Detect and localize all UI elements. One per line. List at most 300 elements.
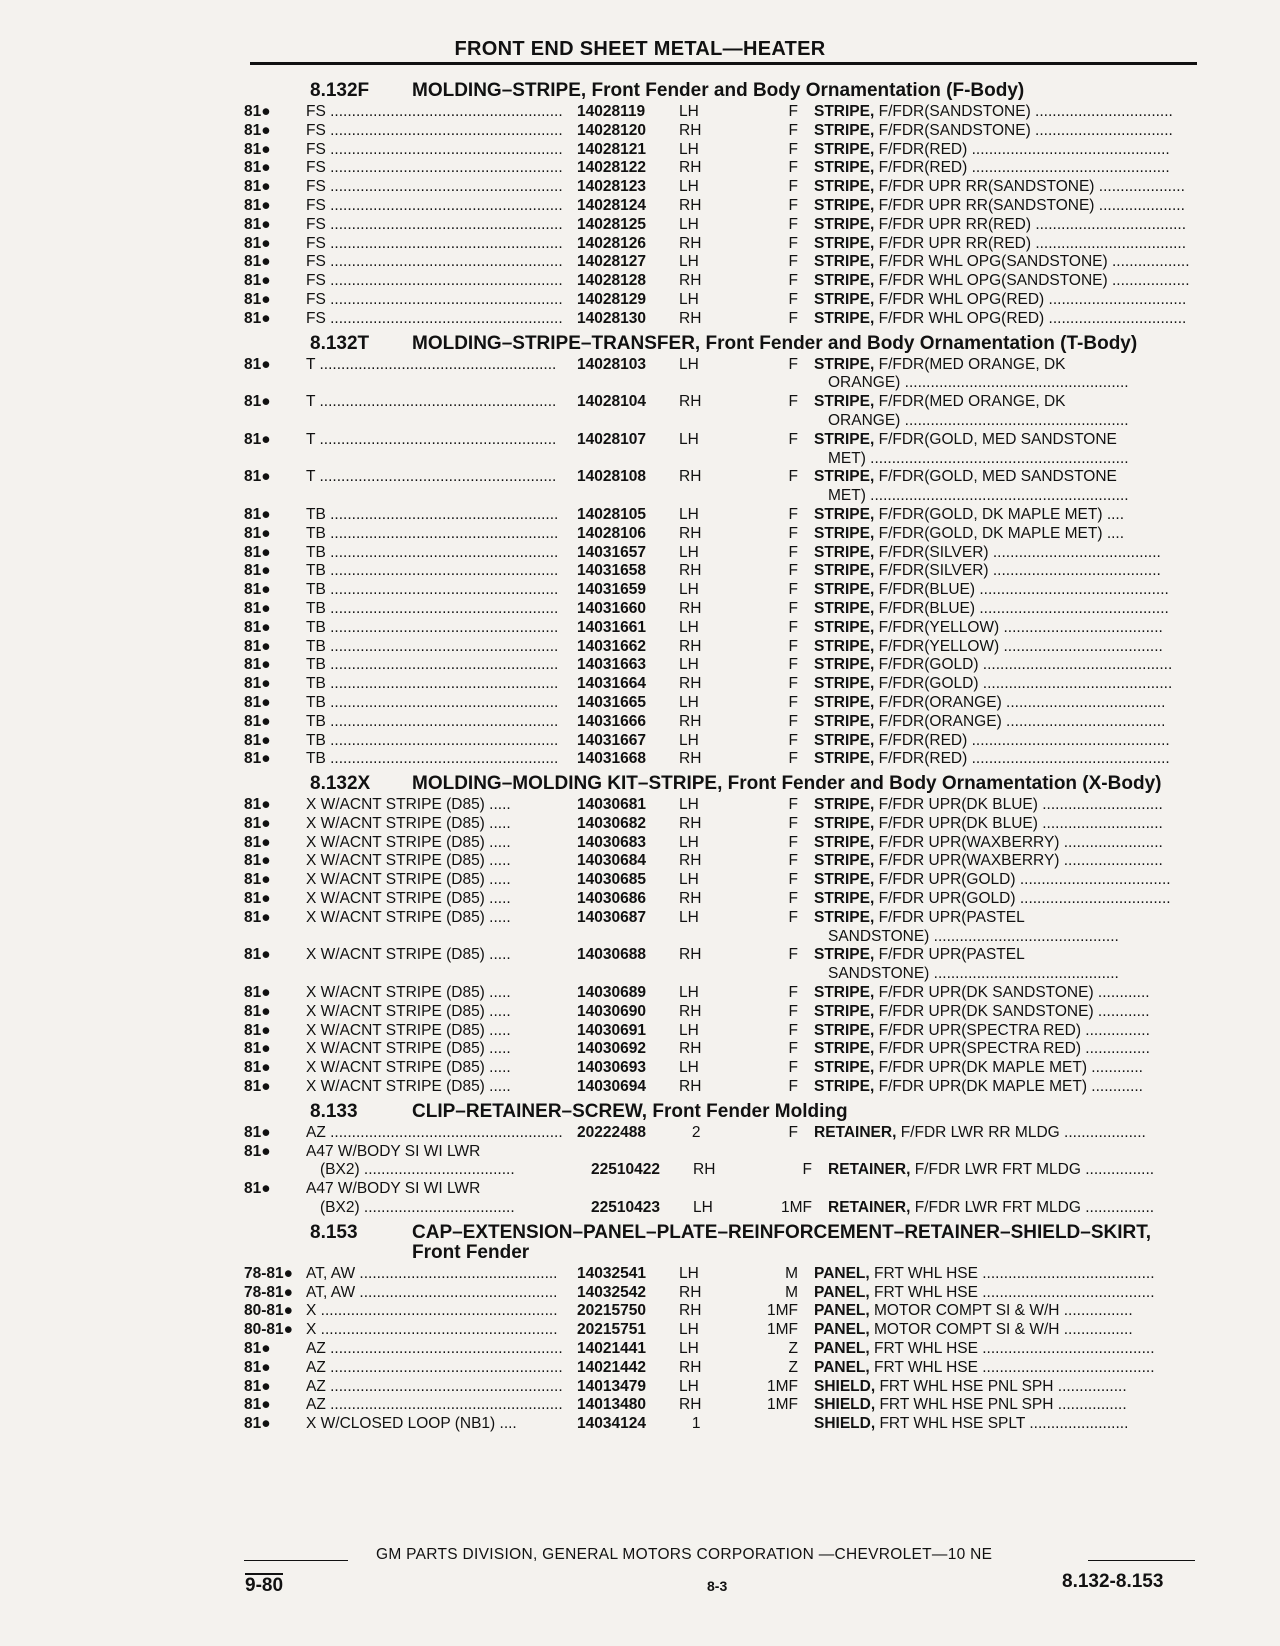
part-noun: STRIPE, [814,178,875,196]
part-noun: STRIPE, [814,890,875,908]
usage-description-cont: (BX2) ................................... [320,1199,515,1217]
page-title: FRONT END SHEET METAL—HEATER [454,38,826,60]
usage-description: FS ...................................................... [306,234,563,252]
part-name [814,1415,1197,1434]
usage-description: X ....................................................... [306,1321,558,1339]
part-row [244,356,1197,375]
part-noun: STRIPE, [814,637,875,655]
model-year: 81● [244,890,271,908]
usage-description: AZ ...................................................... [306,1123,563,1141]
side-or-qty: LH [679,355,699,373]
part-detail: MOTOR COMPT SI & W/H ................ [874,1321,1133,1339]
part-row [244,197,1197,216]
part-row [244,525,1197,544]
usage-description: X W/ACNT STRIPE (D85) ..... [306,1078,511,1096]
part-detail: F/FDR(YELLOW) ..................................... [878,637,1163,655]
part-detail: F/FDR UPR RR(SANDSTONE) .................... [878,196,1185,214]
side-or-qty: LH [679,215,699,233]
usage-description: T ....................................................... [306,430,557,448]
part-name [814,1059,1197,1078]
usage-description: FS ...................................................... [306,159,563,177]
usage-description: FS ...................................................... [306,121,563,139]
part-number: 14030691 [577,1021,646,1039]
usage-description: TB ..................................................... [306,562,559,580]
part-number-spacer [577,1180,679,1199]
part-noun: STRIPE, [814,796,875,814]
model-year: 81● [244,796,271,814]
side-or-qty: LH [679,505,699,523]
code-spacer [756,487,814,506]
side-spacer [679,928,756,947]
usage-description: X W/ACNT STRIPE (D85) ..... [306,833,511,851]
side-or-qty: LH [679,984,699,1002]
year-spacer [244,928,306,947]
model-year: 81● [244,524,271,542]
catalog-code: F [788,581,798,599]
model-year: 81● [244,1040,271,1058]
part-detail: F/FDR WHL OPG(SANDSTONE) .................. [878,253,1190,271]
part-noun: SHIELD, [814,1396,876,1414]
part-number: 14028127 [577,253,646,271]
usage-description: AZ ...................................................... [306,1377,563,1395]
model-year: 81● [244,562,271,580]
year-spacer [244,1161,306,1180]
catalog-code [756,1415,814,1434]
year-spacer [244,450,306,469]
part-row [244,1003,1197,1022]
model-year: 81● [244,178,271,196]
part-detail-cont: SANDSTONE) ........................................... [828,927,1119,945]
part-noun: STRIPE, [814,693,875,711]
part-name [814,713,1197,732]
part-name [814,1340,1197,1359]
part-row [244,984,1197,1003]
side-or-qty: RH [679,234,702,252]
model-year: 81● [244,693,271,711]
section-title: MOLDING–MOLDING KIT–STRIPE, Front Fender and Body Ornamentation (X-Body) [412,773,1162,795]
code-spacer [756,1143,814,1162]
side-or-qty: LH [679,1321,699,1339]
part-name [814,619,1197,638]
side-or-qty: RH [679,1040,702,1058]
usage-description: A47 W/BODY SI WI LWR [306,1180,481,1198]
catalog-code: F [788,946,798,964]
side-or-qty: RH [679,890,702,908]
part-noun: STRIPE, [814,468,875,486]
model-year: 81● [244,290,271,308]
section-title: CLIP–RETAINER–SCREW, Front Fender Molding [412,1100,848,1122]
catalog-code: F [788,890,798,908]
part-number: 14013480 [577,1396,646,1414]
code-spacer [756,1180,814,1199]
part-name [814,1040,1197,1059]
part-row [244,468,1197,487]
section-heading [244,1102,1197,1122]
part-number-spacer [577,965,679,984]
part-detail: F/FDR UPR(PASTEL [878,908,1025,926]
usage-description: AZ ...................................................... [306,1358,563,1376]
part-noun: STRIPE, [814,103,875,120]
side-spacer [679,1180,756,1199]
part-detail: F/FDR UPR(WAXBERRY) ....................... [878,833,1163,851]
footer-rule-left [244,1560,348,1561]
side-or-qty: RH [679,1002,702,1020]
part-number-spacer [577,450,679,469]
footer-rule-right [1088,1560,1195,1561]
model-year: 81● [244,599,271,617]
part-number: 14028121 [577,140,646,158]
part-row [244,216,1197,235]
part-name [814,253,1197,272]
usage-description: T ....................................................... [306,355,557,373]
part-noun: STRIPE, [814,581,875,599]
usage-description: TB ..................................................... [306,505,559,523]
part-detail: F/FDR(GOLD, MED SANDSTONE [878,468,1117,486]
side-or-qty: RH [679,393,702,411]
part-detail: F/FDR UPR(DK MAPLE MET) ............ [878,1078,1143,1096]
part-row [244,393,1197,412]
catalog-code: 1MF [767,1321,798,1339]
part-number: 14030688 [577,946,646,964]
part-detail: FRT WHL HSE ........................................ [874,1264,1155,1282]
section-title: CAP–EXTENSION–PANEL–PLATE–REINFORCEMENT–RETAINER–SHIELD–SKIRT, Front Fender [412,1221,1152,1263]
part-noun: STRIPE, [814,1021,875,1039]
desc-spacer [306,412,577,431]
part-number: 14028106 [577,524,646,542]
part-detail: F/FDR(SILVER) ....................................... [878,543,1161,561]
part-number: 20222488 [577,1123,646,1141]
model-year: 81● [244,1180,271,1198]
part-row [244,1265,1197,1284]
model-year: 81● [244,908,271,926]
part-row-continuation [244,412,1197,431]
part-name [814,506,1197,525]
part-detail: FRT WHL HSE ........................................ [874,1358,1155,1376]
part-number-spacer [577,412,679,431]
part-row [244,675,1197,694]
model-year: 81● [244,618,271,636]
catalog-code: F [788,908,798,926]
part-detail: F/FDR UPR(DK SANDSTONE) ............ [878,1002,1150,1020]
part-noun: STRIPE, [814,393,875,411]
part-number: 14021441 [577,1340,646,1358]
part-noun: STRIPE, [814,1078,875,1096]
usage-description: FS ...................................................... [306,196,563,214]
part-row [244,1143,1197,1162]
catalog-code: F [788,1123,798,1141]
part-noun: STRIPE, [814,1059,875,1077]
usage-description: TB ..................................................... [306,656,559,674]
side-or-qty: RH [693,1161,716,1179]
part-number: 14030686 [577,890,646,908]
part-number: 14031661 [577,618,646,636]
part-number: 14032541 [577,1264,646,1282]
catalog-code: F [788,393,798,411]
catalog-code: F [788,599,798,617]
part-number: 22510422 [591,1161,660,1179]
year-spacer [244,965,306,984]
code-spacer [756,412,814,431]
usage-description: X W/ACNT STRIPE (D85) ..... [306,984,511,1002]
part-row [244,178,1197,197]
side-or-qty: RH [679,159,702,177]
part-noun: STRIPE, [814,253,875,271]
model-year: 81● [244,196,271,214]
model-year: 81● [244,1142,271,1160]
section-heading [244,1223,1197,1263]
part-name [814,1359,1197,1378]
part-name [814,356,1197,375]
side-or-qty: LH [679,430,699,448]
part-name [814,178,1197,197]
part-detail: FRT WHL HSE PNL SPH ................ [879,1377,1127,1395]
usage-description: X W/ACNT STRIPE (D85) ..... [306,1021,511,1039]
part-number: 14028124 [577,196,646,214]
side-or-qty: RH [679,272,702,290]
name-spacer [814,1180,1197,1199]
part-row [244,1396,1197,1415]
part-number: 14030684 [577,852,646,870]
catalog-code: 1MF [767,1377,798,1395]
side-or-qty: LH [679,693,699,711]
part-name [814,815,1197,834]
section-number: 8.132F [310,80,370,101]
model-year: 78-81● [244,1283,294,1301]
part-detail: F/FDR WHL OPG(RED) ................................ [878,309,1187,327]
usage-description: AZ ...................................................... [306,1340,563,1358]
part-noun: STRIPE, [814,272,875,290]
part-detail: F/FDR LWR FRT MLDG ................ [914,1199,1155,1217]
usage-description: FS ...................................................... [306,309,563,327]
catalog-code: F [788,430,798,448]
part-detail: F/FDR UPR(PASTEL [878,946,1025,964]
part-row-continuation [244,1161,1197,1180]
model-year: 81● [244,946,271,964]
part-row [244,1040,1197,1059]
part-number: 14028107 [577,430,646,448]
part-noun: STRIPE, [814,833,875,851]
model-year: 81● [244,852,271,870]
part-row [244,1078,1197,1097]
year-spacer [244,374,306,393]
part-row [244,544,1197,563]
part-noun: STRIPE, [814,1040,875,1058]
catalog-code: F [788,984,798,1002]
part-name [814,909,1197,928]
part-name [814,581,1197,600]
part-name [814,159,1197,178]
part-number: 14028103 [577,355,646,373]
catalog-code: F [788,159,798,177]
part-noun: STRIPE, [814,871,875,889]
part-row [244,1302,1197,1321]
side-or-qty: RH [679,196,702,214]
part-noun: SHIELD, [814,1415,876,1433]
side-or-qty: RH [679,946,702,964]
part-number: 14031659 [577,581,646,599]
part-name [814,871,1197,890]
catalog-code: F [788,618,798,636]
part-name [814,393,1197,412]
catalog-code: F [788,234,798,252]
part-row [244,1340,1197,1359]
side-or-qty: LH [679,140,699,158]
side-spacer [679,450,756,469]
part-row [244,431,1197,450]
catalog-code: F [788,121,798,139]
part-detail: F/FDR(SANDSTONE) ................................ [878,103,1173,120]
part-noun: STRIPE, [814,908,875,926]
part-number: 14030685 [577,871,646,889]
catalog-code: Z [788,1340,798,1358]
side-or-qty: LH [679,1377,699,1395]
part-row-continuation [244,374,1197,393]
side-or-qty: LH [679,581,699,599]
catalog-code: F [788,355,798,373]
side-or-qty: LH [679,1264,699,1282]
part-number: 14030682 [577,814,646,832]
part-number: 14028128 [577,272,646,290]
part-number: 14028126 [577,234,646,252]
usage-description: TB ..................................................... [306,581,559,599]
side-spacer [679,412,756,431]
part-number: 14032542 [577,1283,646,1301]
part-noun: STRIPE, [814,543,875,561]
part-name [814,946,1197,965]
model-year: 81● [244,1123,271,1141]
part-noun: STRIPE, [814,430,875,448]
part-number: 14028119 [577,103,646,120]
model-year: 81● [244,1358,271,1376]
part-detail-cont: SANDSTONE) ........................................... [828,965,1119,983]
model-year: 81● [244,430,271,448]
part-detail: F/FDR UPR(SPECTRA RED) ............... [878,1040,1150,1058]
side-or-qty: LH [679,103,699,120]
part-name [814,796,1197,815]
usage-description: FS ...................................................... [306,272,563,290]
part-row [244,141,1197,160]
catalog-code: F [788,712,798,730]
part-number: 14028123 [577,178,646,196]
part-row [244,713,1197,732]
catalog-code: F [788,814,798,832]
model-year: 81● [244,750,271,768]
side-or-qty: RH [679,1396,702,1414]
model-year: 81● [244,543,271,561]
section-title: MOLDING–STRIPE–TRANSFER, Front Fender and Body Ornamentation (T-Body) [412,332,1138,354]
catalog-code: F [788,1021,798,1039]
catalog-code: F [788,468,798,486]
year-spacer [244,487,306,506]
model-year: 81● [244,1415,271,1433]
part-detail: FRT WHL HSE ........................................ [874,1340,1155,1358]
part-noun: STRIPE, [814,712,875,730]
part-detail: F/FDR WHL OPG(SANDSTONE) .................. [878,272,1190,290]
model-year: 81● [244,675,271,693]
part-number: 14028130 [577,309,646,327]
usage-description: TB ..................................................... [306,675,559,693]
part-number: 14030687 [577,908,646,926]
part-noun: STRIPE, [814,562,875,580]
part-name [814,235,1197,254]
part-noun: STRIPE, [814,675,875,693]
part-number: 14031657 [577,543,646,561]
part-row [244,1124,1197,1143]
part-detail: F/FDR(SANDSTONE) ................................ [878,121,1173,139]
side-or-qty: LH [679,656,699,674]
part-detail: F/FDR(GOLD, DK MAPLE MET) .... [878,524,1125,542]
catalog-code: F [788,196,798,214]
model-year: 81● [244,393,271,411]
part-name [814,544,1197,563]
part-noun: SHIELD, [814,1377,876,1395]
side-or-qty: RH [679,468,702,486]
part-detail: F/FDR LWR RR MLDG ................... [900,1123,1146,1141]
part-name [814,1302,1197,1321]
part-row [244,732,1197,751]
part-detail: F/FDR(GOLD) ............................................ [878,675,1173,693]
part-noun: STRIPE, [814,121,875,139]
part-number: 14030681 [577,796,646,814]
part-detail: F/FDR UPR RR(RED) ................................... [878,234,1187,252]
side-or-qty: RH [679,1302,702,1320]
usage-description: FS ...................................................... [306,253,563,271]
part-row [244,1059,1197,1078]
part-name [814,1378,1197,1397]
side-or-qty: 1 [679,1415,701,1433]
part-name [814,197,1197,216]
part-noun: RETAINER, [814,1123,897,1141]
part-noun: STRIPE, [814,814,875,832]
side-or-qty: LH [679,543,699,561]
part-detail-cont: MET) ............................................................ [828,449,1129,467]
side-or-qty: RH [679,599,702,617]
part-row [244,253,1197,272]
catalog-code: F [788,505,798,523]
side-or-qty: LH [679,871,699,889]
part-detail: F/FDR(SILVER) ....................................... [878,562,1161,580]
usage-description: X W/ACNT STRIPE (D85) ..... [306,796,511,814]
part-name [814,656,1197,675]
part-detail: FRT WHL HSE PNL SPH ................ [879,1396,1127,1414]
usage-description: X W/ACNT STRIPE (D85) ..... [306,1040,511,1058]
part-row [244,694,1197,713]
part-number: 14031662 [577,637,646,655]
part-row [244,1022,1197,1041]
code-spacer [756,928,814,947]
catalog-code: F [788,524,798,542]
part-detail: F/FDR UPR(DK MAPLE MET) ............ [878,1059,1143,1077]
part-row [244,1321,1197,1340]
side-or-qty: LH [679,178,699,196]
part-noun: STRIPE, [814,750,875,768]
side-spacer [679,487,756,506]
section-number: 8.132X [310,773,371,795]
usage-description: TB ..................................................... [306,599,559,617]
footer-page-number: 8-3 [707,1578,728,1594]
part-detail: FRT WHL HSE SPLT ....................... [879,1415,1129,1433]
part-detail: FRT WHL HSE ........................................ [874,1283,1155,1301]
part-name [814,694,1197,713]
part-noun: STRIPE, [814,215,875,233]
part-number: 14030692 [577,1040,646,1058]
catalog-code: F [788,290,798,308]
catalog-code: F [788,731,798,749]
part-detail: F/FDR(ORANGE) ..................................... [878,693,1166,711]
part-name [814,272,1197,291]
usage-description: A47 W/BODY SI WI LWR [306,1142,481,1160]
part-detail: F/FDR(RED) .............................................. [878,159,1170,177]
